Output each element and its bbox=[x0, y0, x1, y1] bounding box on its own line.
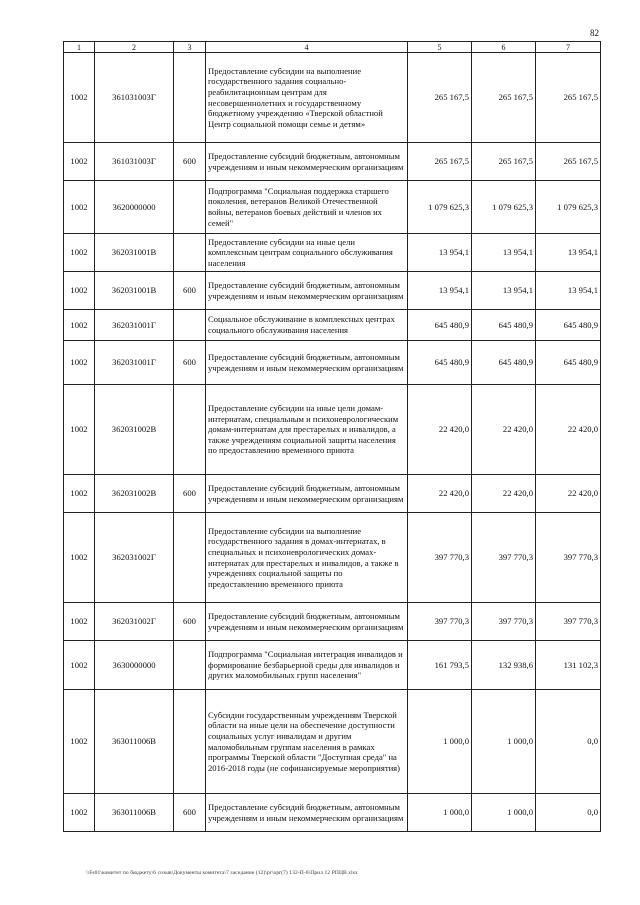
cell-amount-year1: 22 420,0 bbox=[408, 385, 472, 475]
cell-section: 1002 bbox=[64, 341, 95, 385]
cell-description: Предоставление субсидии на выполнение государственного задания социально-реабилитационным центрам для несовершеннолетних и государственному бюджетному учреждению «Тверской областной Центр социальной помощи семье и детям» bbox=[206, 53, 408, 143]
cell-amount-year1: 645 480,9 bbox=[408, 310, 472, 341]
cell-amount-year1: 397 770,3 bbox=[408, 603, 472, 641]
table-row bbox=[64, 794, 601, 832]
cell-amount-year1: 161 793,5 bbox=[408, 641, 472, 690]
budget-table bbox=[63, 41, 601, 832]
cell-target-code: 361031003Г bbox=[95, 53, 174, 143]
cell-amount-year1: 397 770,3 bbox=[408, 513, 472, 603]
cell-amount-year1: 1 079 625,3 bbox=[408, 181, 472, 234]
cell-target-code: 363011006В bbox=[95, 794, 174, 832]
header-col-1: 1 bbox=[64, 42, 95, 53]
cell-amount-year2: 397 770,3 bbox=[472, 603, 536, 641]
cell-target-code: 362031001Г bbox=[95, 310, 174, 341]
cell-target-code: 362031001В bbox=[95, 272, 174, 310]
cell-expense-type: 600 bbox=[174, 475, 206, 513]
cell-section: 1002 bbox=[64, 475, 95, 513]
cell-section: 1002 bbox=[64, 513, 95, 603]
cell-amount-year3: 1 079 625,3 bbox=[536, 181, 601, 234]
cell-section: 1002 bbox=[64, 385, 95, 475]
cell-amount-year2: 132 938,6 bbox=[472, 641, 536, 690]
cell-description: Предоставление субсидии на иные цели домам-интернатам, специальным и психоневрологическим домам-интернатам для престарелых и инвалидов, а также учреждениям социальной защиты населения по предоставлению временного приюта bbox=[206, 385, 408, 475]
cell-description: Предоставление субсидии на выполнение государственного задания в домах-интернатах, в специальных и психоневрологических домах-интернатах для престарелых и инвалидов, а также в учреждениях социальной защиты по предоставлению временного приюта bbox=[206, 513, 408, 603]
cell-target-code: 362031002Г bbox=[95, 513, 174, 603]
cell-section: 1002 bbox=[64, 690, 95, 794]
header-col-7: 7 bbox=[536, 42, 601, 53]
cell-amount-year3: 13 954,1 bbox=[536, 234, 601, 272]
table-row bbox=[64, 690, 601, 794]
cell-expense-type bbox=[174, 181, 206, 234]
cell-amount-year1: 22 420,0 bbox=[408, 475, 472, 513]
cell-expense-type bbox=[174, 513, 206, 603]
table-row bbox=[64, 603, 601, 641]
cell-target-code: 362031001В bbox=[95, 234, 174, 272]
cell-description: Предоставление субсидий бюджетным, автономным учреждениям и иным некоммерческим организациям bbox=[206, 475, 408, 513]
cell-section: 1002 bbox=[64, 310, 95, 341]
cell-amount-year2: 265 167,5 bbox=[472, 53, 536, 143]
cell-amount-year2: 397 770,3 bbox=[472, 513, 536, 603]
cell-amount-year1: 13 954,1 bbox=[408, 272, 472, 310]
cell-expense-type bbox=[174, 53, 206, 143]
cell-section: 1002 bbox=[64, 234, 95, 272]
file-path-footer: \\Fs01\комитет по бюджету\6 созыв\Документы комитета\7 заседание (12)\pr\opr(7) 132-П-6\Прил 12 РПЦВ.xlsx bbox=[86, 870, 358, 876]
cell-target-code: 362031001Г bbox=[95, 341, 174, 385]
cell-description: Социальное обслуживание в комплексных центрах социального обслуживания населения bbox=[206, 310, 408, 341]
table-row bbox=[64, 641, 601, 690]
cell-amount-year3: 397 770,3 bbox=[536, 513, 601, 603]
cell-section: 1002 bbox=[64, 53, 95, 143]
cell-amount-year1: 13 954,1 bbox=[408, 234, 472, 272]
cell-amount-year2: 13 954,1 bbox=[472, 272, 536, 310]
cell-description: Предоставление субсидий бюджетным, автономным учреждениям и иным некоммерческим организациям bbox=[206, 341, 408, 385]
cell-amount-year2: 1 000,0 bbox=[472, 690, 536, 794]
cell-target-code: 361031003Г bbox=[95, 143, 174, 181]
cell-target-code: 362031002В bbox=[95, 385, 174, 475]
cell-expense-type bbox=[174, 385, 206, 475]
cell-section: 1002 bbox=[64, 181, 95, 234]
table-row bbox=[64, 513, 601, 603]
cell-expense-type: 600 bbox=[174, 794, 206, 832]
page-number: 82 bbox=[590, 28, 599, 38]
cell-target-code: 363011006В bbox=[95, 690, 174, 794]
cell-amount-year2: 1 079 625,3 bbox=[472, 181, 536, 234]
header-col-6: 6 bbox=[472, 42, 536, 53]
table-row bbox=[64, 341, 601, 385]
cell-amount-year1: 645 480,9 bbox=[408, 341, 472, 385]
table-row bbox=[64, 385, 601, 475]
cell-amount-year2: 645 480,9 bbox=[472, 310, 536, 341]
cell-amount-year3: 22 420,0 bbox=[536, 475, 601, 513]
table-row bbox=[64, 310, 601, 341]
cell-expense-type bbox=[174, 690, 206, 794]
header-col-5: 5 bbox=[408, 42, 472, 53]
cell-amount-year1: 265 167,5 bbox=[408, 53, 472, 143]
cell-target-code: 362031002Г bbox=[95, 603, 174, 641]
cell-expense-type: 600 bbox=[174, 143, 206, 181]
cell-target-code: 3630000000 bbox=[95, 641, 174, 690]
cell-description: Подпрограмма "Социальная интеграция инвалидов и формирование безбарьерной среды для инвалидов и других маломобильных групп населения" bbox=[206, 641, 408, 690]
cell-section: 1002 bbox=[64, 272, 95, 310]
cell-section: 1002 bbox=[64, 641, 95, 690]
cell-amount-year1: 265 167,5 bbox=[408, 143, 472, 181]
cell-amount-year2: 265 167,5 bbox=[472, 143, 536, 181]
cell-amount-year3: 645 480,9 bbox=[536, 310, 601, 341]
header-col-3: 3 bbox=[174, 42, 206, 53]
table-row bbox=[64, 272, 601, 310]
cell-amount-year3: 0,0 bbox=[536, 690, 601, 794]
cell-description: Предоставление субсидий бюджетным, автономным учреждениям и иным некоммерческим организациям bbox=[206, 794, 408, 832]
cell-amount-year3: 265 167,5 bbox=[536, 143, 601, 181]
cell-expense-type: 600 bbox=[174, 603, 206, 641]
cell-amount-year3: 22 420,0 bbox=[536, 385, 601, 475]
cell-amount-year1: 1 000,0 bbox=[408, 690, 472, 794]
cell-section: 1002 bbox=[64, 603, 95, 641]
cell-description: Субсидии государственным учреждениям Тверской области на иные цели на обеспечение доступности социальных услуг инвалидам и другим маломобильным группам населения в рамках программы Тверской области "Доступная среда" на 2016-2018 годы (не софинансируемые мероприятия) bbox=[206, 690, 408, 794]
cell-description: Предоставление субсидий бюджетным, автономным учреждениям и иным некоммерческим организациям bbox=[206, 143, 408, 181]
table-row bbox=[64, 53, 601, 143]
cell-amount-year1: 1 000,0 bbox=[408, 794, 472, 832]
cell-section: 1002 bbox=[64, 794, 95, 832]
cell-expense-type bbox=[174, 310, 206, 341]
cell-expense-type bbox=[174, 641, 206, 690]
header-col-4: 4 bbox=[206, 42, 408, 53]
cell-amount-year3: 265 167,5 bbox=[536, 53, 601, 143]
table-row bbox=[64, 475, 601, 513]
cell-expense-type: 600 bbox=[174, 341, 206, 385]
cell-description: Предоставление субсидии на иные цели комплексным центрам социального обслуживания населения bbox=[206, 234, 408, 272]
table-row bbox=[64, 143, 601, 181]
cell-description: Подпрограмма "Социальная поддержка старшего поколения, ветеранов Великой Отечественной войны, ветеранов боевых действий и членов их семей" bbox=[206, 181, 408, 234]
cell-amount-year2: 1 000,0 bbox=[472, 794, 536, 832]
cell-description: Предоставление субсидий бюджетным, автономным учреждениям и иным некоммерческим организациям bbox=[206, 603, 408, 641]
cell-amount-year2: 22 420,0 bbox=[472, 475, 536, 513]
cell-section: 1002 bbox=[64, 143, 95, 181]
cell-amount-year3: 0,0 bbox=[536, 794, 601, 832]
header-row bbox=[64, 42, 601, 53]
cell-amount-year3: 13 954,1 bbox=[536, 272, 601, 310]
cell-expense-type: 600 bbox=[174, 272, 206, 310]
cell-amount-year3: 645 480,9 bbox=[536, 341, 601, 385]
cell-amount-year3: 397 770,3 bbox=[536, 603, 601, 641]
header-col-2: 2 bbox=[95, 42, 174, 53]
table-row bbox=[64, 181, 601, 234]
cell-description: Предоставление субсидий бюджетным, автономным учреждениям и иным некоммерческим организациям bbox=[206, 272, 408, 310]
cell-amount-year2: 645 480,9 bbox=[472, 341, 536, 385]
cell-amount-year3: 131 102,3 bbox=[536, 641, 601, 690]
table-row bbox=[64, 234, 601, 272]
cell-amount-year2: 22 420,0 bbox=[472, 385, 536, 475]
cell-amount-year2: 13 954,1 bbox=[472, 234, 536, 272]
cell-target-code: 362031002В bbox=[95, 475, 174, 513]
cell-expense-type bbox=[174, 234, 206, 272]
cell-target-code: 3620000000 bbox=[95, 181, 174, 234]
